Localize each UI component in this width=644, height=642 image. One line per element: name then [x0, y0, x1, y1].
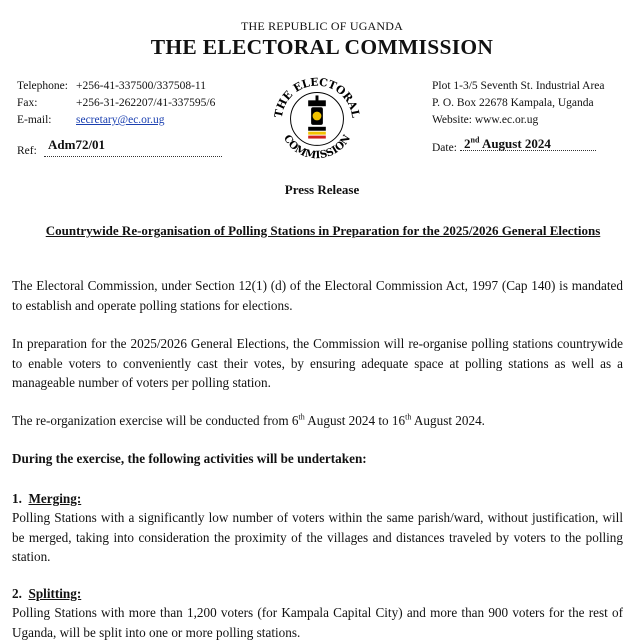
- seal-text-top: THE ELECTORAL: [271, 75, 363, 119]
- paragraph-mandate: The Electoral Commission, under Section 12(1) (d) of the Electoral Commission Act, 1997 (Cap 140) is mandated to establish and operate polling stations for elections.: [12, 278, 623, 313]
- telephone-value: +256-41-337500/337508-11: [76, 80, 206, 92]
- address-line-2: P. O. Box 22678 Kampala, Uganda: [432, 97, 594, 109]
- fax-value: +256-31-262207/41-337595/6: [76, 97, 216, 109]
- email-label: E-mail:: [17, 114, 52, 126]
- ref-label: Ref:: [17, 145, 37, 157]
- item-2-text: Polling Stations with more than 1,200 voters (for Kampala Capital City) and more than 900 voters for the rest of Uganda, will be split into one or more polling stations.: [12, 605, 623, 640]
- organization-name: THE ELECTORAL COMMISSION: [150, 35, 494, 59]
- fax-label: Fax:: [17, 97, 38, 109]
- date-label: Date:: [432, 142, 457, 154]
- republic-heading: THE REPUBLIC OF UGANDA: [240, 19, 404, 33]
- item-1-text: Polling Stations with a significantly low number of voters within the same parish/ward, without justification, will be merged, taking into consideration the proximity of the villages and distances traveled by voters to the polling station.: [12, 510, 623, 564]
- date-value: 2nd August 2024: [464, 135, 551, 151]
- item-2-heading: 2. Splitting:: [12, 586, 82, 601]
- address-line-1: Plot 1-3/5 Seventh St. Industrial Area: [432, 80, 605, 92]
- activities-heading: During the exercise, the following activities will be undertaken:: [12, 451, 367, 466]
- seal-text-bottom: COMMISSION: [280, 132, 354, 162]
- email-link[interactable]: secretary@ec.or.ug: [76, 114, 165, 126]
- electoral-commission-seal: [268, 68, 366, 166]
- document-title: Countrywide Re-organisation of Polling Stations in Preparation for the 2025/2026 General Elections: [45, 223, 601, 238]
- website-line: Website: www.ec.or.ug: [432, 114, 539, 126]
- paragraph-preparation: In preparation for the 2025/2026 General Elections, the Commission will re-organise polling stations countrywide to enable voters to conveniently cast their votes, by ensuring adequate space at polling stations as well as a manageable number of voters per polling station.: [12, 336, 623, 390]
- paragraph-dates: The re-organization exercise will be conducted from 6th August 2024 to 16th August 2024.: [12, 412, 485, 428]
- press-release-label: Press Release: [284, 182, 360, 197]
- telephone-label: Telephone:: [17, 80, 68, 92]
- ballot-box-icon: [308, 95, 326, 138]
- ref-value: Adm72/01: [48, 137, 106, 152]
- item-1-heading: 1. Merging:: [12, 491, 82, 506]
